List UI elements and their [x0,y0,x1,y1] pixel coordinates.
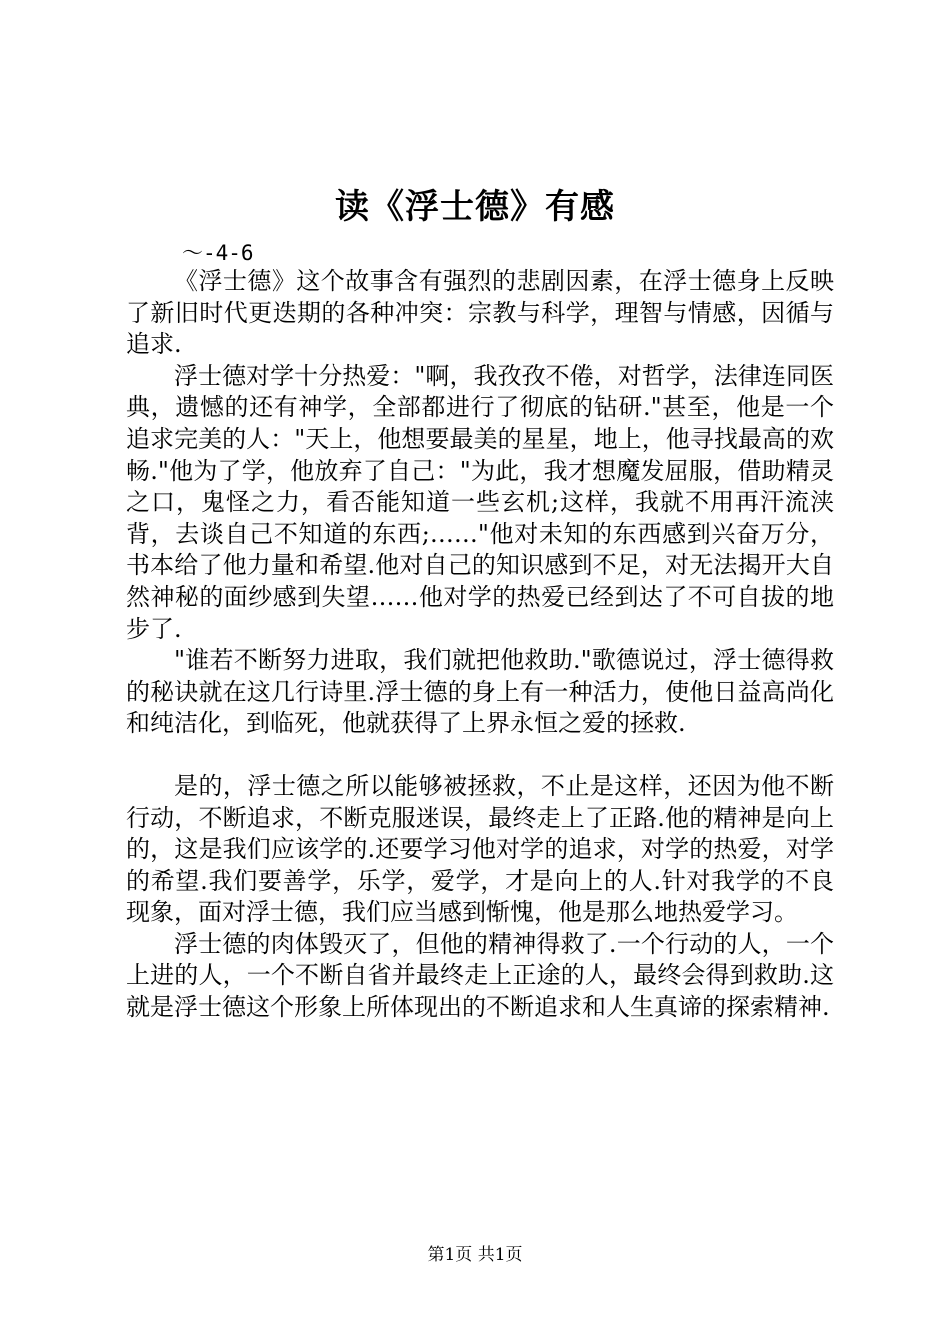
document-title: 读《浮士德》有感 [335,187,615,227]
paragraph: "谁若不断努力进取，我们就把他救助."歌德说过，浮士德得救的秘诀就在这几行诗里.浮士德的身上有一种活力，使他日益高尚化和纯洁化，到临死，他就获得了上界永恒之爱的拯救. [126,646,834,738]
page-footer: 第1页 共1页 [427,1245,523,1265]
paragraph: 是的，浮士德之所以能够被拯救，不止是这样，还因为他不断行动，不断追求，不断克服迷误，最终走上了正路.他的精神是向上的，这是我们应该学的.还要学习他对学的追求，对学的热爱，对学的希望.我们要善学，乐学，爱学，才是向上的人.针对我学的不良现象，面对浮士德，我们应当感到惭愧，他是那么地热爱学习。 [126,771,834,927]
paragraph: 浮士德的肉体毁灭了，但他的精神得救了.一个行动的人，一个上进的人，一个不断自省并最终走上正途的人，最终会得到救助.这就是浮士德这个形象上所体现出的不断追求和人生真谛的探索精神. [126,929,834,1022]
document-date: ～-4-6 [182,241,254,265]
document-body [126,266,834,1024]
paragraph: 浮士德对学十分热爱："啊，我孜孜不倦，对哲学，法律连同医典，遗憾的还有神学，全部都进行了彻底的钻研."甚至，他是一个追求完美的人："天上，他想要最美的星星，地上，他寻找最高的欢畅."他为了学，他放弃了自己："为此，我才想魔发屈服，借助精灵之口，鬼怪之力，看否能知道一些玄机;这样，我就不用再汗流浃背，去谈自己不知道的东西;……"他对未知的东西感到兴奋万分，书本给了他力量和希望.他对自己的知识感到不足，对无法揭开大自然神秘的面纱感到失望……他对学的热爱已经到达了不可自拔的地步了. [126,361,834,643]
paragraph: 《浮士德》这个故事含有强烈的悲剧因素，在浮士德身上反映了新旧时代更迭期的各种冲突：宗教与科学，理智与情感，因循与追求. [126,267,834,359]
